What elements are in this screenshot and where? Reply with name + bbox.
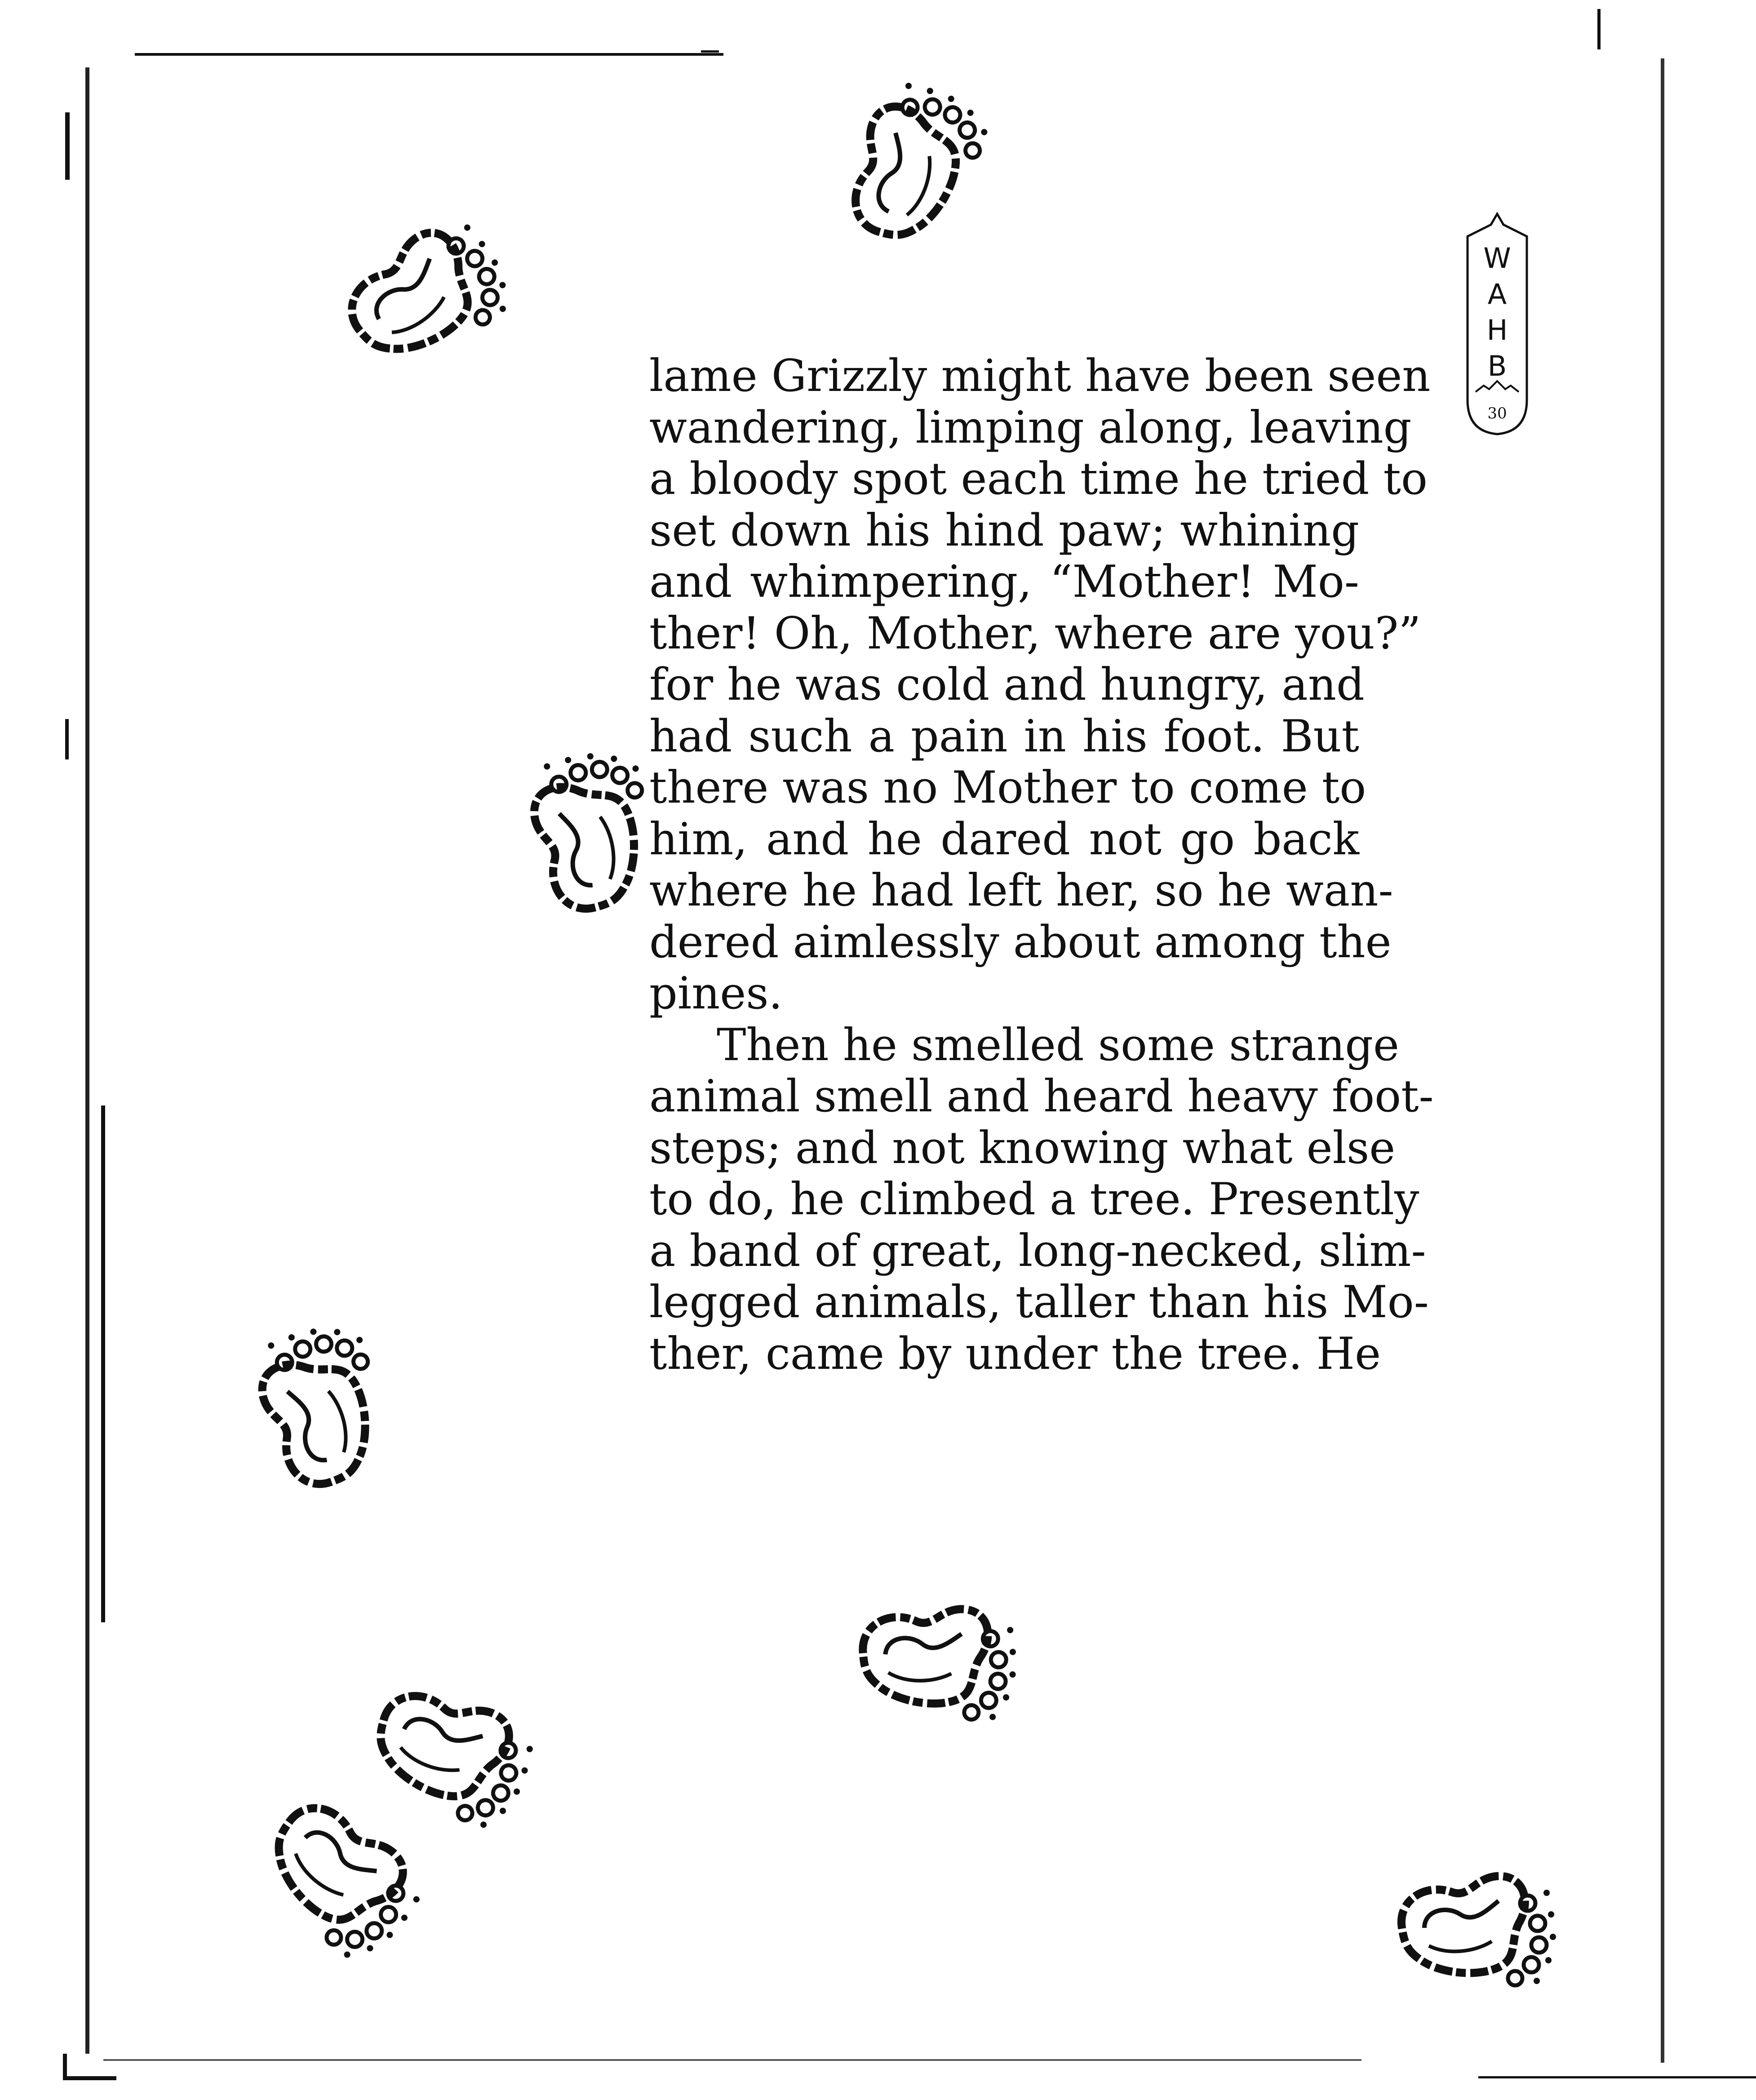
text-line: set down his hind paw; whining (649, 505, 1359, 556)
page-number: 30 (1487, 404, 1507, 422)
scan-edge-right (1661, 58, 1664, 2063)
text-line: where he had left her, so he wan- (649, 865, 1393, 916)
bear-paw-print-icon (238, 1320, 400, 1511)
bear-paw-print-icon (811, 65, 1005, 276)
text-line: ther! Oh, Mother, where are you?” (649, 608, 1421, 659)
running-head-tab (1466, 211, 1529, 436)
bear-paw-print-icon (310, 195, 525, 398)
text-line: to do, he climbed a tree. Presently (649, 1174, 1419, 1225)
text-line: had such a pain in his foot. But (649, 710, 1359, 762)
text-line: for he was cold and hungry, and (649, 659, 1365, 710)
bear-paw-print-icon (1384, 1860, 1555, 1995)
scan-mark-right-top (1597, 9, 1601, 49)
text-line: there was no Mother to come to (649, 762, 1366, 813)
body-text (649, 351, 1434, 1380)
scan-edge-top (135, 53, 723, 56)
text-line: lame Grizzly might have been seen (649, 351, 1431, 402)
scan-corner-bottom-left (63, 2054, 116, 2080)
scan-edge-bottom (103, 2059, 1361, 2061)
text-line: wandering, limping along, leaving (649, 402, 1412, 453)
text-line: animal smell and heard heavy foot- (649, 1071, 1434, 1122)
tab-letter-h: H (1486, 314, 1508, 346)
bear-paw-print-icon (839, 1584, 1021, 1733)
text-line: a band of great, long-necked, slim- (649, 1225, 1426, 1277)
text-line: and whimpering, “Mother! Mo- (649, 556, 1359, 608)
scan-mark-left-top (65, 112, 70, 180)
text-line: steps; and not knowing what else (649, 1122, 1396, 1174)
scan-edge-left-inner (101, 1105, 105, 1622)
text-line: a bloody spot each time he tried to (649, 453, 1428, 505)
tab-letter-a: A (1487, 278, 1507, 311)
scan-edge-top-dash (701, 50, 719, 53)
text-line: ther, came by under the tree. He (649, 1328, 1381, 1380)
tab-letter-w: W (1483, 242, 1511, 275)
bear-paw-print-icon (514, 750, 663, 932)
tab-letter-b: B (1487, 350, 1507, 382)
text-line: him, and he dared not go back (649, 813, 1359, 865)
text-line: pines. (649, 968, 783, 1019)
scan-edge-left (85, 67, 89, 2054)
text-line: legged animals, taller than his Mo- (649, 1277, 1429, 1328)
scan-edge-bottom-right (1478, 2076, 1756, 2078)
text-line: Then he smelled some strange (717, 1019, 1399, 1071)
scan-mark-left-mid (65, 719, 69, 759)
text-line: dered aimlessly about among the (649, 916, 1392, 968)
